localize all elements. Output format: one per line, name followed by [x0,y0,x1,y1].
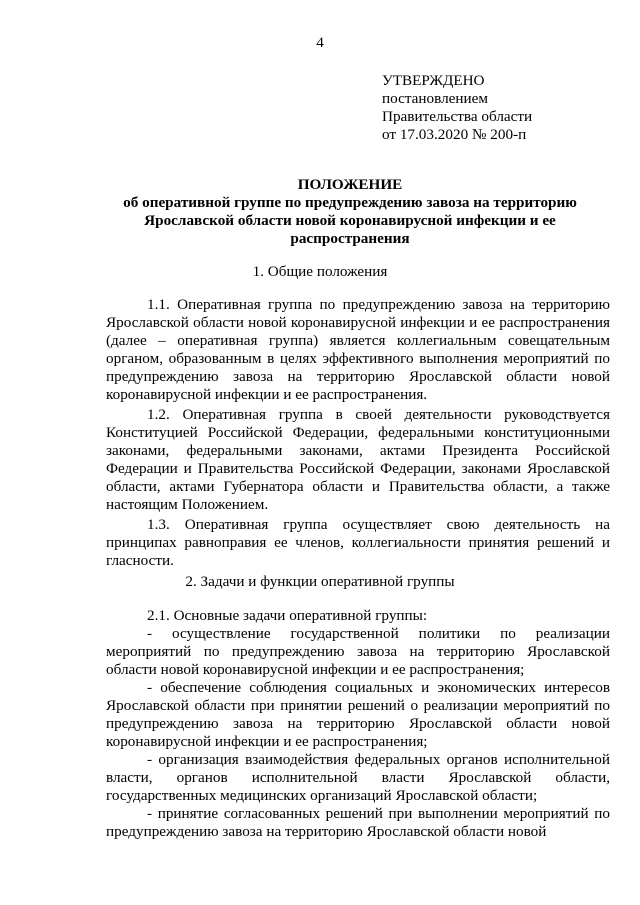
list-item: - принятие согласованных решений при выполнении мероприятий по предупреждению завоза на территорию Ярославской области новой [106,805,610,840]
approval-line: постановлением [382,90,489,107]
paragraph: 1.1. Оперативная группа по предупреждению завоза на территорию Ярославской области новой коронавирусной инфекции и ее распространения (далее – оперативная группа) является коллегиальным совещательным органом, образованным в целях эффективного выполнения мероприятий по предупреждению завоза на территорию Ярославской области новой коронавирусной инфекции и ее распространения. [106,296,610,403]
list-item: - обеспечение соблюдения социальных и экономических интересов Ярославской области при принятии решений о реализации мероприятий по предупреждению завоза на территорию Ярославской области новой коронавирусной инфекции и ее распространения; [106,679,610,750]
title-line: распространения [290,230,410,247]
list-item: - осуществление государственной политики по реализации мероприятий по предупреждению завоза на территорию Ярославской области новой коронавирусной инфекции и ее распространения; [106,625,610,678]
approval-line: УТВЕРЖДЕНО [382,72,485,89]
title-line: ПОЛОЖЕНИЕ [297,176,403,193]
approval-line: Правительства области [382,108,533,125]
section-heading-general: 1. Общие положения [252,263,388,280]
title-line: об оперативной группе по предупреждению завоза на территорию [123,194,577,211]
approval-stamp [382,72,622,144]
section-heading-tasks: 2. Задачи и функции оперативной группы [185,573,455,590]
list-item: - организация взаимодействия федеральных органов исполнительной власти, органов исполнительной власти Ярославской области, государственных медицинских организаций Ярославской области; [106,751,610,804]
section-general-body [106,296,610,570]
title-line: Ярославской области новой коронавирусной инфекции и ее [144,212,556,229]
approval-line: от 17.03.2020 № 200-п [382,126,527,143]
page-number: 4 [316,34,324,51]
paragraph: 2.1. Основные задачи оперативной группы: [147,607,428,624]
paragraph: 1.2. Оперативная группа в своей деятельности руководствуется Конституцией Российской Федерации, федеральными конституционными законами, федеральными законами, актами Президента Российской Федерации и Правительства Российской Федерации, законами Ярославской области, актами Губернатора области и Правительства области, а также настоящим Положением. [106,406,610,513]
section-tasks-body [106,607,610,841]
document-title [100,176,600,248]
paragraph: 1.3. Оперативная группа осуществляет свою деятельность на принципах равноправия ее членов, коллегиальности принятия решений и гласности. [106,516,610,569]
